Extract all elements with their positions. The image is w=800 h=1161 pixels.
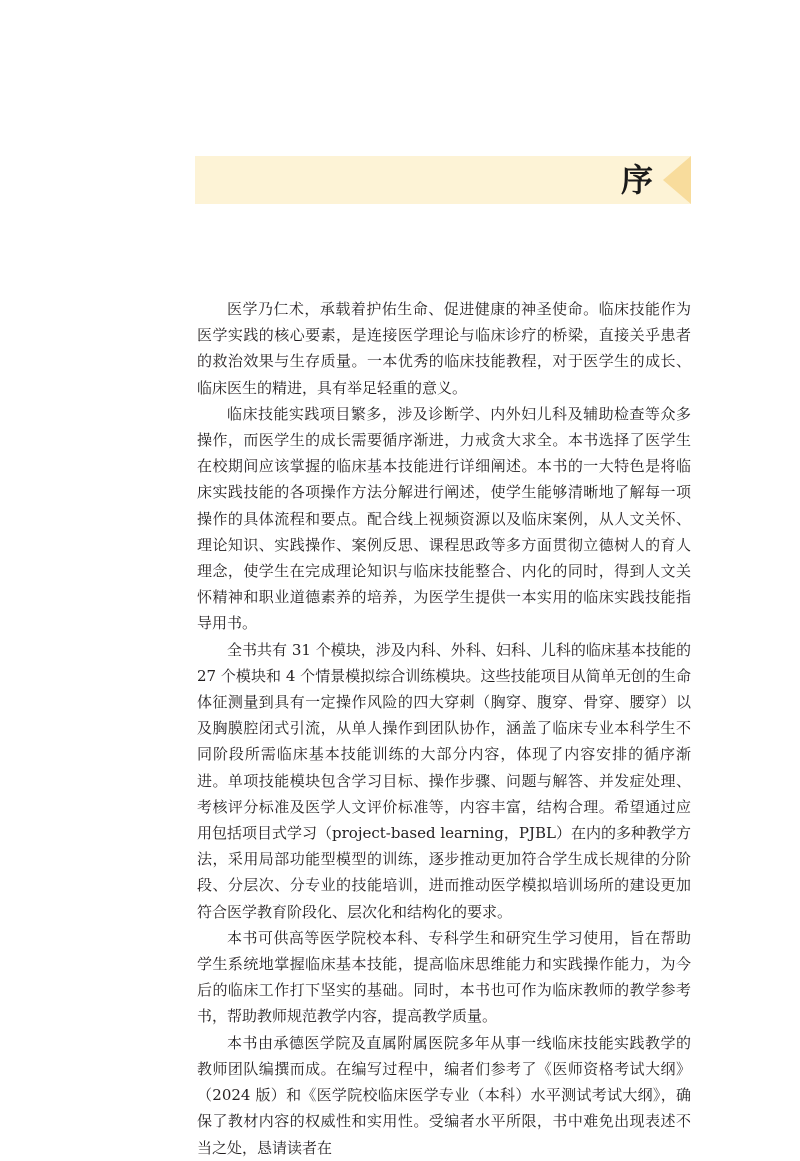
paragraph-2: 临床技能实践项目繁多，涉及诊断学、内外妇儿科及辅助检查等众多操作，而医学生的成长需要循序渐进，力戒贪大求全。本书选择了医学生在校期间应该掌握的临床基本技能进行详细阐述。本书的一大特色是将临床实践技能的各项操作方法分解进行阐述，使学生能够清晰地了解每一项操作的具体流程和要点。配合线上视频资源以及临床案例，从人文关怀、理论知识、实践操作、案例反思、课程思政等多方面贯彻立德树人的育人理念，使学生在完成理论知识与临床技能整合、内化的同时，得到人文关怀精神和职业道德素养的培养，为医学生提供一本实用的临床实践技能指导用书。 bbox=[197, 404, 691, 633]
paragraph-4: 本书可供高等医学院校本科、专科学生和研究生学习使用，旨在帮助学生系统地掌握临床基本技能，提高临床思维能力和实践操作能力，为今后的临床工作打下坚实的基础。同时，本书也可作为临床教师的教学参考书，帮助教师规范教学内容，提高教学质量。 bbox=[197, 928, 691, 1026]
paragraph-1: 医学乃仁术，承载着护佑生命、促进健康的神圣使命。临床技能作为医学实践的核心要素，是连接医学理论与临床诊疗的桥梁，直接关乎患者的救治效果与生存质量。一本优秀的临床技能教程，对于医学生的成长、临床医生的精进，具有举足轻重的意义。 bbox=[197, 300, 691, 397]
section-title-band bbox=[195, 156, 691, 204]
section-title: 序 bbox=[620, 161, 655, 199]
title-chevron-decoration bbox=[663, 156, 691, 204]
preface-body bbox=[197, 296, 691, 1161]
paragraph-5: 本书由承德医学院及直属附属医院多年从事一线临床技能实践教学的教师团队编撰而成。在编写过程中，编者们参考了《医师资格考试大纲》（2024 版）和《医学院校临床医学专业（本科）水平测试考试大纲》，确保了教材内容的权威性和实用性。受编者水平所限，书中难免出现表述不当之处，恳请读者在 bbox=[197, 1033, 691, 1157]
paragraph-3: 全书共有 31 个模块，涉及内科、外科、妇科、儿科的临床基本技能的 27 个模块和 4 个情景模拟综合训练模块。这些技能项目从简单无创的生命体征测量到具有一定操作风险的四大穿刺（胸穿、腹穿、骨穿、腰穿）以及胸膜腔闭式引流，从单人操作到团队协作，涵盖了临床专业本科学生不同阶段所需临床基本技能训练的大部分内容，体现了内容安排的循序渐进。单项技能模块包含学习目标、操作步骤、问题与解答、并发症处理、考核评分标准及医学人文评价标准等，内容丰富，结构合理。希望通过应用包括项目式学习（project-based learning，PJBL）在内的多种教学方法，采用局部功能型模型的训练，逐步推动更加符合学生成长规律的分阶段、分层次、分专业的技能培训，进而推动医学模拟培训场所的建设更加符合医学教育阶段化、层次化和结构化的要求。 bbox=[197, 640, 691, 921]
